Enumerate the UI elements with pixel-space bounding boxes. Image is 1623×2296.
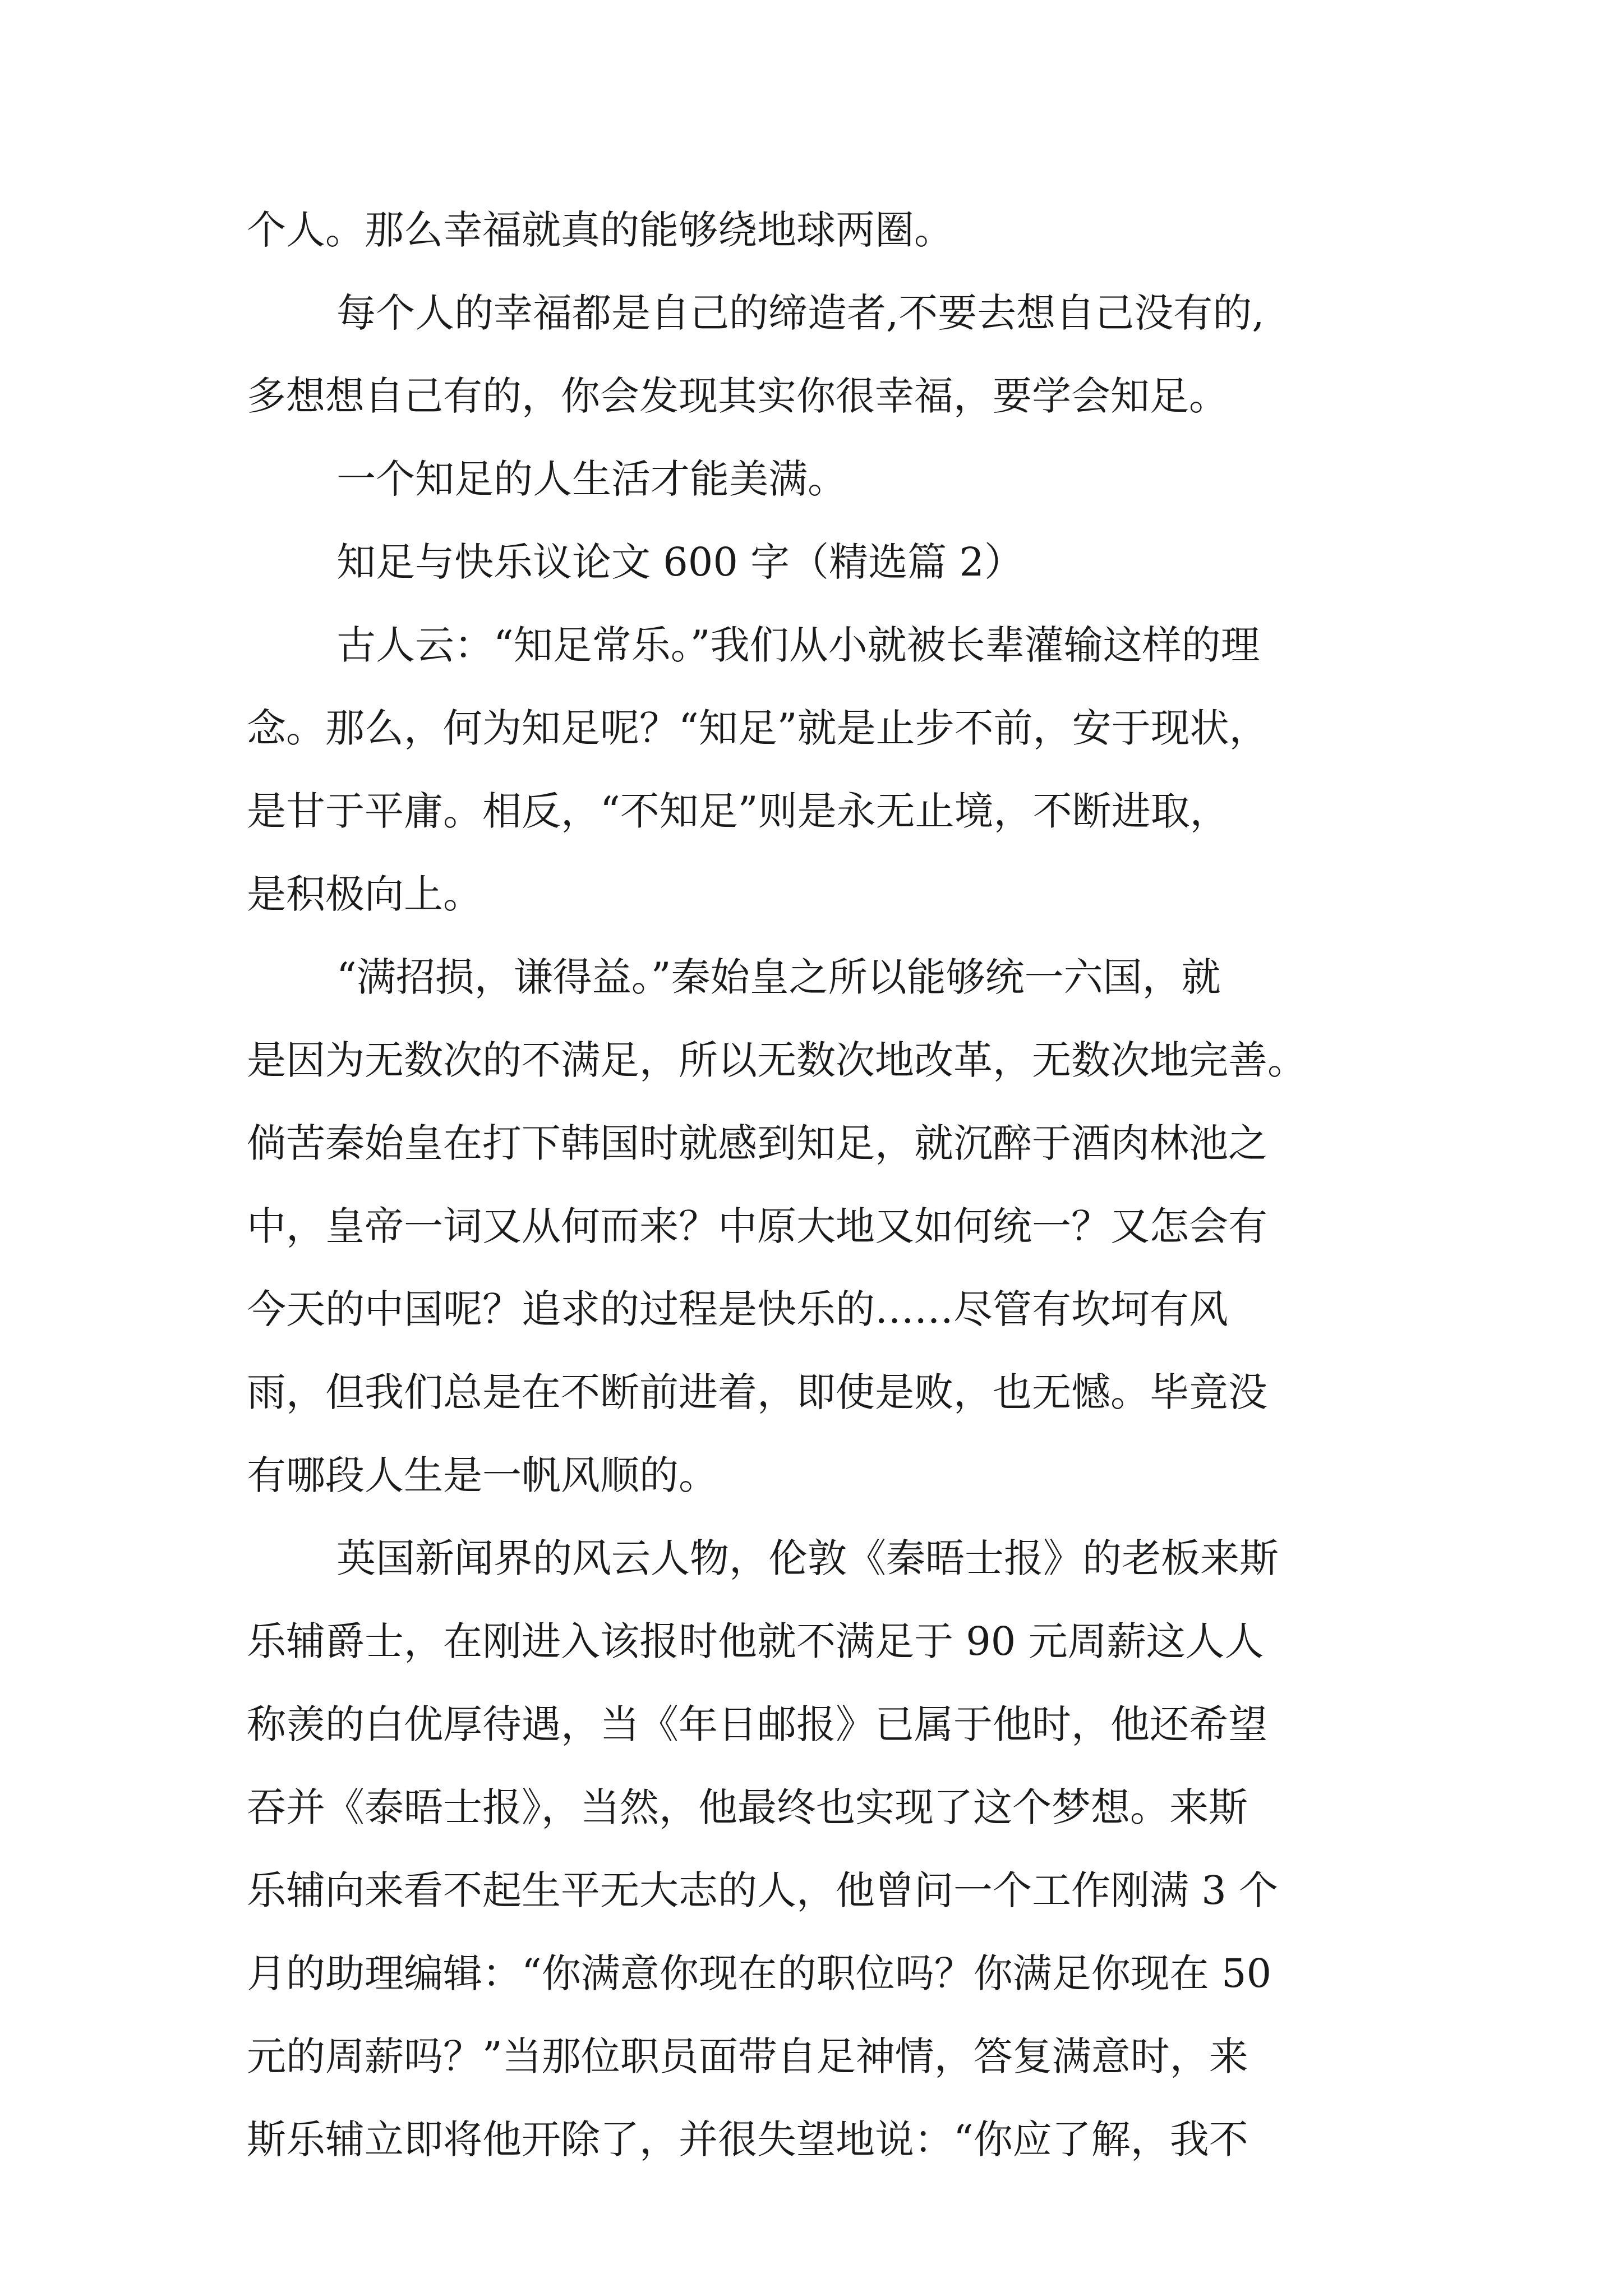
text-line-23: 元的周薪吗？”当那位职员面带自足神情，答复满意时，来 [247, 2033, 1248, 2079]
text-line-2: 每个人的幸福都是自己的缔造者,不要去想自己没有的, [336, 290, 1265, 336]
text-line-15: 雨，但我们总是在不断前进着，即使是败，也无憾。毕竟没 [247, 1369, 1267, 1415]
text-line-9: 是积极向上。 [247, 871, 482, 917]
text-line-21: 乐辅向来看不起生平无大志的人，他曾问一个工作刚满 3 个 [247, 1867, 1279, 1913]
text-line-17: 英国新闻界的风云人物，伦敦《秦晤士报》的老板来斯 [336, 1535, 1279, 1581]
text-line-8: 是甘于平庸。相反，“不知足”则是永无止境，不断进取， [247, 788, 1229, 834]
text-line-11: 是因为无数次的不满足，所以无数次地改革，无数次地完善。 [247, 1037, 1307, 1083]
text-line-12: 倘苦秦始皇在打下韩国时就感到知足，就沉醉于酒肉林池之 [247, 1120, 1267, 1166]
text-line-24: 斯乐辅立即将他开除了，并很失望地说：“你应了解，我不 [247, 2116, 1248, 2162]
section-heading: 知足与快乐议论文 600 字（精选篇 2） [336, 539, 1023, 585]
text-line-13: 中，皇帝一词又从何而来？中原大地又如何统一？又怎会有 [247, 1203, 1267, 1249]
text-line-19: 称羡的白优厚待遇，当《年日邮报》已属于他时，他还希望 [247, 1701, 1267, 1747]
text-line-3: 多想想自己有的，你会发现其实你很幸福，要学会知足。 [247, 373, 1228, 419]
text-line-10: “满招损，谦得益。”秦始皇之所以能够统一六国，就 [336, 954, 1221, 1000]
text-line-20: 吞并《泰晤士报》，当然，他最终也实现了这个梦想。来斯 [247, 1784, 1248, 1830]
text-line-1: 个人。那么幸福就真的能够绕地球两圈。 [247, 207, 953, 253]
text-line-4: 一个知足的人生活才能美满。 [336, 456, 847, 502]
text-line-6: 古人云：“知足常乐。”我们从小就被长辈灌输这样的理 [336, 622, 1260, 668]
text-line-16: 有哪段人生是一帆风顺的。 [247, 1452, 718, 1498]
text-line-22: 月的助理编辑：“你满意你现在的职位吗？你满足你现在 50 [247, 1950, 1272, 1996]
text-line-14: 今天的中国呢？追求的过程是快乐的……尽管有坎坷有风 [247, 1286, 1228, 1332]
text-line-7: 念。那么，何为知足呢？“知足”就是止步不前，安于现状， [247, 705, 1269, 751]
text-line-18: 乐辅爵士，在刚进入该报时他就不满足于 90 元周薪这人人 [247, 1618, 1264, 1664]
